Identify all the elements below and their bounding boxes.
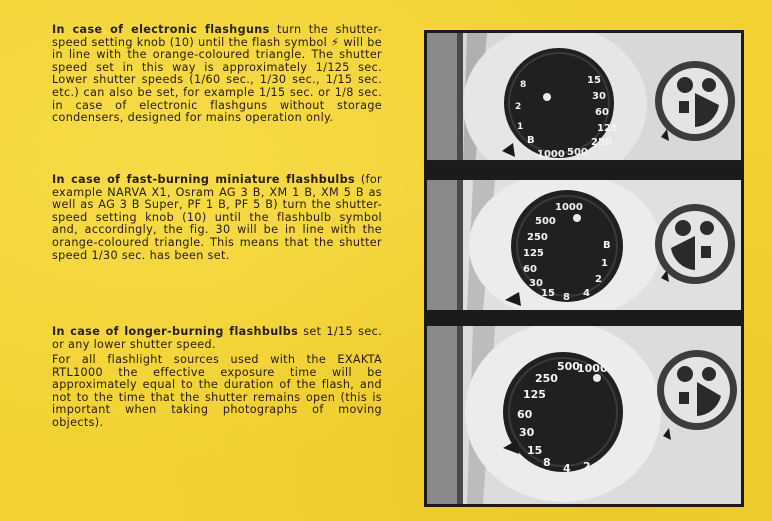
dial-label: 1000 bbox=[577, 362, 608, 375]
heading-fast-burning-flashbulbs: In case of fast-burning miniature flashbulbs bbox=[52, 173, 355, 186]
dial-label: 1 bbox=[517, 122, 524, 132]
photo-electronic-flash-setting bbox=[427, 33, 741, 166]
dial-label: 60 bbox=[517, 408, 533, 421]
dial-label: 2 bbox=[515, 102, 522, 112]
dial-label: 125 bbox=[523, 248, 544, 259]
dial-label: 125 bbox=[523, 388, 546, 401]
dial-label: 250 bbox=[591, 137, 612, 148]
paragraph-text: turn the shutter-speed setting knob (10) until the flash symbol bbox=[52, 23, 382, 49]
dial-label: 60 bbox=[595, 107, 609, 118]
dial-label: 60 bbox=[523, 264, 537, 275]
dial-label: 15 bbox=[541, 288, 555, 299]
dial-label: 500 bbox=[567, 147, 588, 158]
camera-photo-strip bbox=[424, 30, 744, 507]
flash-symbol-icon: ⚡ bbox=[331, 35, 340, 49]
dial-label: 8 bbox=[520, 80, 527, 90]
dial-label: 1 bbox=[601, 258, 608, 269]
dial-label: 1000 bbox=[555, 202, 583, 213]
dial-label: 2 bbox=[583, 460, 591, 473]
photo-fast-flashbulb-setting bbox=[427, 180, 741, 310]
paragraph-longer-burning-flashbulbs bbox=[52, 326, 382, 351]
dial-label: 8 bbox=[563, 292, 570, 303]
dial-label: 125 bbox=[597, 123, 618, 134]
dial-label: 30 bbox=[592, 91, 606, 102]
paragraph-text: set 1/15 sec. or any lower shutter speed. bbox=[52, 325, 382, 351]
camera-dial-photo bbox=[427, 33, 741, 166]
dial-label: 250 bbox=[527, 232, 548, 243]
dial-label: 250 bbox=[535, 372, 558, 385]
dial-label: 30 bbox=[529, 278, 543, 289]
paragraph-text: For all flashlight sources used with the EXAKTA RTL1000 the effective exposure time will be approximately equal to the duration of the flash, and not to the time that the shutter remains open (this is important when taking photographs of moving objects). bbox=[52, 353, 382, 429]
heading-longer-burning-flashbulbs: In case of longer-burning flashbulbs bbox=[52, 325, 299, 338]
camera-dial-photo bbox=[427, 326, 741, 504]
paragraph-text: will be in line with the orange-coloured triangle. The shutter speed set in this way is approximately 1/125 sec. Lower shutter speeds (1/60 sec., 1/30 sec., 1/15 sec. etc.) can also be set, for example 1/15 sec. or 1/8 sec. in case of electronic flashguns without storage condensers, designed for mains operation only. bbox=[52, 35, 382, 125]
dial-label: 500 bbox=[535, 216, 556, 227]
paragraph-text: (for example NARVA X1, Osram AG 3 B, XM 1 B, XM 5 B as well as AG 3 B Super, PF 1 B, PF 5 B) turn the shutter-speed setting knob (10) until the flashbulb symbol and, accordingly, the fig. 30 will be in line with the orange-coloured triangle. This means that the shutter speed 1/30 sec. has been set. bbox=[52, 173, 382, 262]
dial-label: 8 bbox=[543, 456, 551, 469]
paragraph-electronic-flashguns bbox=[52, 24, 382, 125]
dial-label: 30 bbox=[519, 426, 535, 439]
photo-long-flashbulb-setting bbox=[427, 326, 741, 504]
heading-electronic-flashguns: In case of electronic flashguns bbox=[52, 23, 270, 36]
dial-label: 500 bbox=[557, 360, 580, 373]
paragraph-fast-burning-flashbulbs bbox=[52, 174, 382, 262]
dial-label: B bbox=[603, 240, 611, 251]
dial-label: 1000 bbox=[537, 149, 565, 160]
camera-dial-photo bbox=[427, 180, 741, 310]
dial-label: 15 bbox=[587, 75, 601, 86]
dial-label: 15 bbox=[527, 444, 543, 457]
dial-label: 2 bbox=[595, 274, 602, 285]
dial-label: B bbox=[527, 135, 535, 146]
dial-label: 4 bbox=[563, 462, 571, 475]
dial-label: 4 bbox=[583, 288, 590, 299]
paragraph-exposure-time-note bbox=[52, 354, 382, 430]
